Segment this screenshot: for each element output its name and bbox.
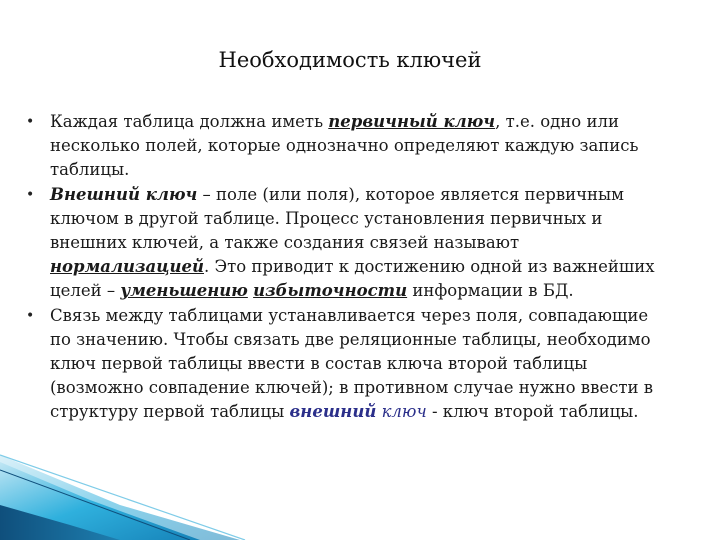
bullet-marker: • (26, 186, 35, 203)
bullet-text: Связь между таблицами устанавливается через поля, совпадающие по значению. Чтобы связать две реляционные таблицы, необходимо ключ первой таблицы ввести в состав ключа второй таблицы (возможно совпадение ключей); в противном случае нужно ввести в структуру первой таблицы (50, 305, 654, 422)
bullet-item (26, 304, 666, 425)
corner-wave-dark (0, 505, 120, 540)
bullet-item (26, 110, 666, 183)
bullet-emphasis: ключ (381, 402, 427, 422)
bullet-text: - ключ второй таблицы. (426, 402, 639, 422)
corner-wave-main (0, 462, 200, 540)
bullet-text: . Это приводит к достижению одной из важнейших целей – (50, 257, 655, 301)
bullet-marker: • (26, 307, 35, 324)
corner-wave-line (0, 455, 245, 540)
bullet-text: – поле (или поля), которое является первичным ключом в другой таблице. Процесс установления первичных и внешних ключей, а также создания связей называют (50, 184, 625, 253)
bullet-emphasis: уменьшению (120, 281, 248, 301)
bullet-emphasis: внешний (289, 402, 377, 422)
bullet-text: , т.е. одно или несколько полей, которые однозначно определяют каждую запись таблицы. (50, 112, 639, 180)
bullet-text: информации в БД. (407, 281, 574, 301)
bullet-emphasis: первичный ключ (328, 112, 496, 131)
bullet-text: Каждая таблица должна иметь (50, 112, 329, 131)
bullet-emphasis: Внешний ключ (50, 184, 198, 204)
slide-title: Необходимость ключей (218, 48, 482, 72)
bullet-emphasis: нормализацией (50, 257, 204, 277)
bullet-marker: • (26, 114, 35, 130)
corner-wave-line-2 (0, 470, 190, 540)
bullet-item (26, 183, 666, 304)
bullet-list (26, 110, 666, 425)
bullet-emphasis: избыточности (253, 281, 408, 301)
corner-wave-light (0, 455, 240, 540)
